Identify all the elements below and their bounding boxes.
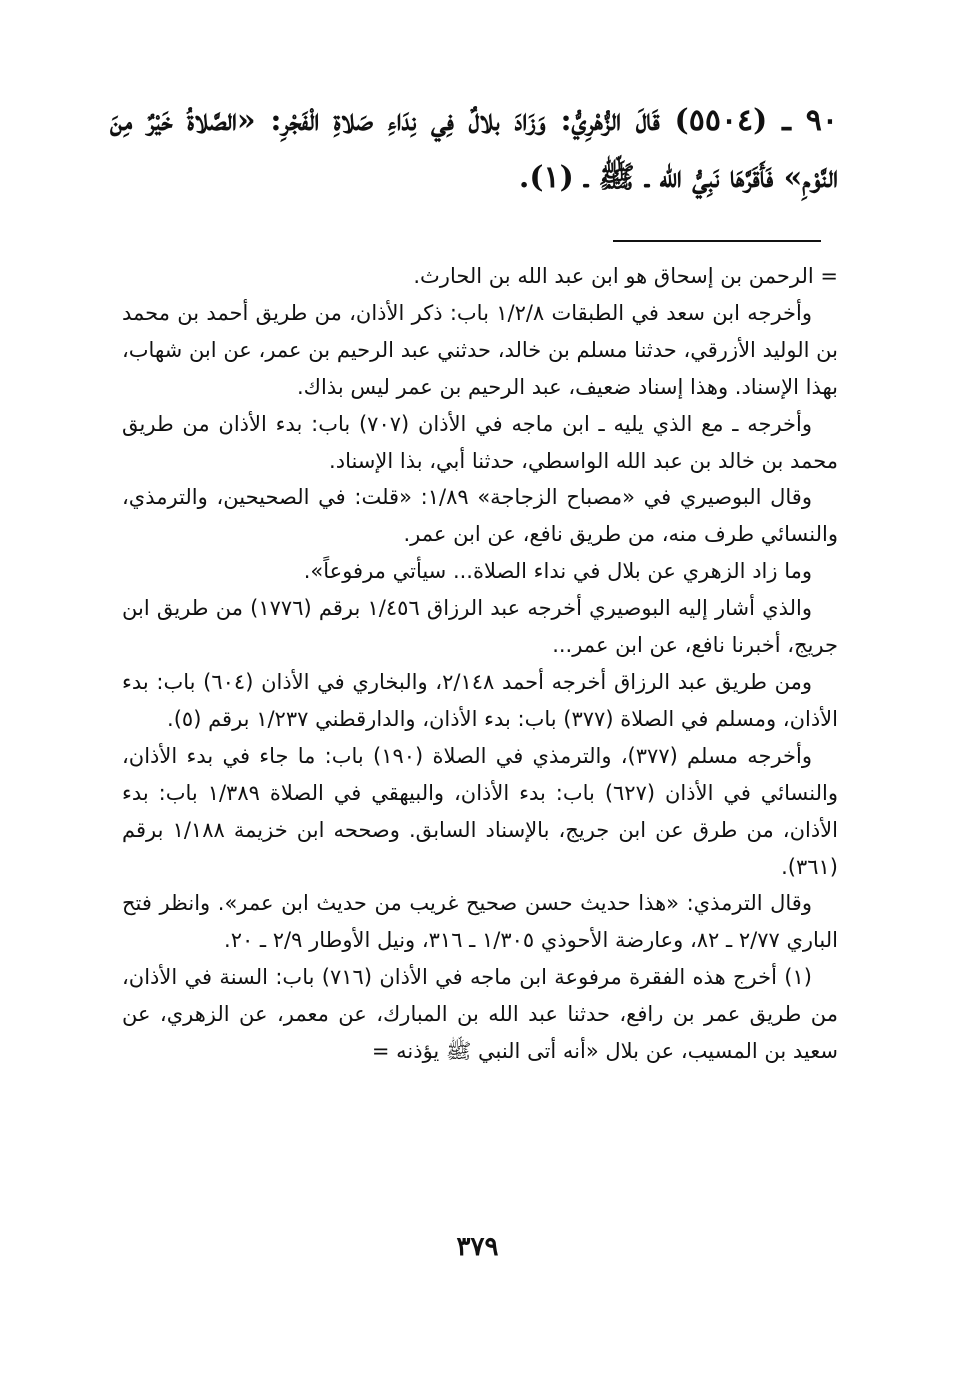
footnotes [122, 258, 838, 1070]
footnote-paragraph: ومن طريق عبد الرزاق أخرجه أحمد ٢/١٤٨، والبخاري في الأذان (٦٠٤) باب: بدء الأذان، ومسلم في الصلاة (٣٧٧) باب: بدء الأذان، والدارقطني ١/٢٣٧ برقم (٥). [122, 669, 838, 731]
hadith-text [110, 92, 838, 206]
page-number: ٣٧٩ [456, 1232, 499, 1262]
hadith-body: ٩٠ ـ (٥٥٠٤) قَالَ الزُّهْرِيُّ: وَزَادَ بلالٌ فِي نِدَاءِ صَلاةِ الْفَجْرِ: «الصَّلاةُ خَيْرٌ مِنَ النَّوْمِ» فَأَقَرَّهَا نَبِيُّ الله ـ ﷺ ـ (١). [110, 103, 838, 195]
footnote-continuation: = الرحمن بن إسحاق هو ابن عبد الله بن الحارث. [413, 264, 838, 288]
footnote-paragraph: والذي أشار إليه البوصيري أخرجه عبد الرزاق ١/٤٥٦ برقم (١٧٧٦) من طريق ابن جريج، أخبرنا نافع، عن ابن عمر... [122, 596, 838, 658]
footnote-paragraph: وأخرجه ـ مع الذي يليه ـ ابن ماجه في الأذان (٧٠٧) باب: بدء الأذان من طريق محمد بن خالد بن عبد الله الواسطي، حدثنا أبي، بذا الإسناد. [122, 411, 838, 473]
footnote-divider [613, 240, 821, 242]
footnote-paragraph: وأخرجه مسلم (٣٧٧)، والترمذي في الصلاة (١٩٠) باب: ما جاء في بدء الأذان، والنسائي في الأذان (٦٢٧) باب: بدء الأذان، والبيهقي في الصلاة ١/٣٨٩ باب: بدء الأذان، من طرق عن ابن جريج، بالإسناد السابق. وصححه ابن خزيمة ١/١٨٨ برقم (٣٦١). [122, 743, 838, 879]
footnote-paragraph: وما زاد الزهري عن بلال في نداء الصلاة... سيأتي مرفوعاً». [303, 559, 812, 584]
footnote-paragraph: وأخرجه ابن سعد في الطبقات ١/٢/٨ باب: ذكر الأذان، من طريق أحمد بن محمد بن الوليد الأزرقي، حدثنا مسلم بن خالد، حدثني عبد الرحيم بن عمر، عن ابن شهاب، بهذا الإسناد. وهذا إسناد ضعيف، عبد الرحيم بن عمر ليس بذاك. [122, 300, 838, 399]
footnote-1: (١) أخرج هذه الفقرة مرفوعة ابن ماجه في الأذان (٧١٦) باب: السنة في الأذان، من طريق عمر بن رافع، حدثنا عبد الله بن المبارك، عن معمر، عن الزهري، عن سعيد بن المسيب، عن بلال «أنه أتى النبي ﷺ يؤذنه = [122, 965, 838, 1064]
footnote-paragraph: وقال البوصيري في «مصباح الزجاجة» ١/٨٩: «قلت: في الصحيحين، والترمذي، والنسائي طرف منه، من طريق نافع، عن ابن عمر. [122, 485, 838, 547]
footnote-paragraph: وقال الترمذي: «هذا حديث حسن صحيح غريب من حديث ابن عمر». وانظر فتح الباري ٢/٧٧ ـ ٨٢، وعارضة الأحوذي ١/٣٠٥ ـ ٣١٦، ونيل الأوطار ٢/٩ ـ ٢٠. [122, 891, 838, 953]
